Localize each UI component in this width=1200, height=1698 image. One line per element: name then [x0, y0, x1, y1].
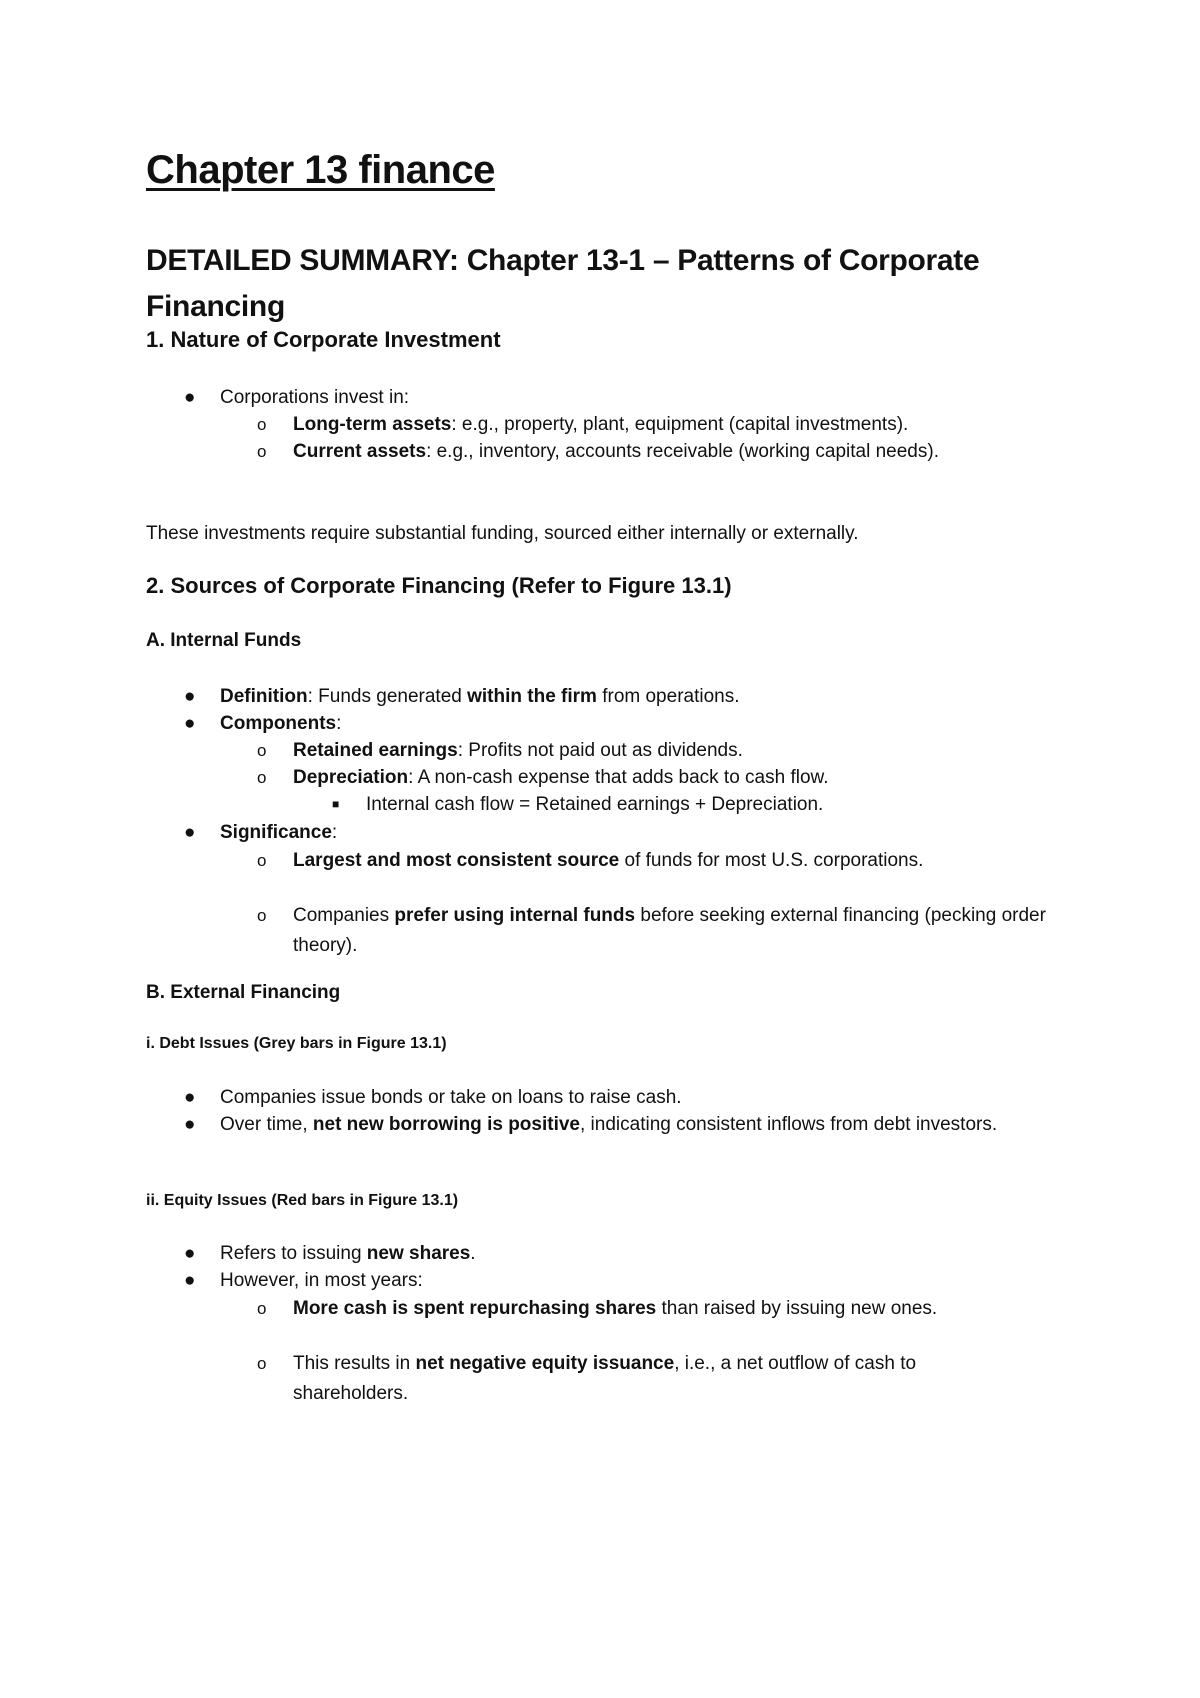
list-item-text: Companies	[293, 905, 395, 926]
list-item-text: .	[470, 1243, 476, 1264]
list-item-current-assets	[257, 437, 993, 467]
subsection-a-heading: A. Internal Funds	[146, 630, 302, 651]
list-item-text: : Profits not paid out as dividends.	[457, 740, 743, 761]
term-within-firm: within the firm	[467, 686, 597, 707]
circle-bullet-icon: o	[257, 906, 267, 925]
term-net-new-borrowing: net new borrowing is positive	[312, 1114, 580, 1135]
list-item-text: : A non-cash expense that adds back to cash flow.	[408, 767, 829, 788]
list-item-new-shares	[184, 1239, 1080, 1269]
list-item-text: Internal cash flow = Retained earnings + Depreciation.	[366, 794, 824, 815]
circle-bullet-icon: o	[257, 442, 267, 461]
term-definition: Definition	[220, 686, 308, 707]
list-item-text: :	[331, 822, 338, 843]
list-item-retained-earnings	[257, 736, 1093, 766]
circle-bullet-icon: o	[257, 415, 267, 434]
bullet-icon: ●	[184, 387, 196, 408]
list-item-text: , indicating consistent inflows from debt investors.	[580, 1114, 998, 1135]
document-title: Chapter 13 finance	[146, 148, 495, 192]
list-item-text: from operations.	[596, 686, 740, 707]
list-item-significance	[184, 818, 1080, 848]
list-item-net-negative-equity	[257, 1349, 1013, 1408]
debt-issues-heading: i. Debt Issues (Grey bars in Figure 13.1)	[146, 1035, 447, 1052]
list-item-prefer-internal	[257, 901, 1083, 960]
term-long-term-assets: Long-term assets	[293, 414, 452, 435]
circle-bullet-icon: o	[257, 741, 267, 760]
section-1-heading: 1. Nature of Corporate Investment	[146, 327, 501, 352]
term-repurchasing-shares: More cash is spent repurchasing shares	[293, 1298, 657, 1319]
circle-bullet-icon: o	[257, 768, 267, 787]
list-item-issue-bonds	[184, 1083, 1080, 1113]
list-item-text: Refers to issuing	[220, 1243, 367, 1264]
term-largest-source: Largest and most consistent source	[293, 850, 620, 871]
term-current-assets: Current assets	[293, 441, 427, 462]
list-item-text: than raised by issuing new ones.	[656, 1298, 938, 1319]
term-net-negative-equity: net negative equity issuance	[415, 1353, 675, 1374]
list-item-text: : Funds generated	[307, 686, 468, 707]
bullet-icon: ●	[184, 822, 196, 843]
list-item-text: :	[336, 713, 342, 734]
list-item-formula	[332, 790, 1086, 820]
term-prefer-internal: prefer using internal funds	[394, 905, 636, 926]
list-item-text: Corporations invest in:	[220, 387, 410, 408]
term-components: Components	[220, 713, 337, 734]
bullet-icon: ●	[184, 1243, 196, 1264]
list-item-invest-intro	[184, 383, 1080, 413]
conclusion-paragraph: These investments require substantial funding, sourced either internally or externally.	[146, 523, 859, 544]
term-retained-earnings: Retained earnings	[293, 740, 458, 761]
equity-issues-heading: ii. Equity Issues (Red bars in Figure 13.1)	[146, 1192, 459, 1209]
circle-bullet-icon: o	[257, 1354, 267, 1373]
term-significance: Significance	[220, 822, 332, 843]
list-item-text: Over time,	[220, 1114, 313, 1135]
subsection-b-heading: B. External Financing	[146, 982, 341, 1003]
list-item-text: : e.g., property, plant, equipment (capital investments).	[451, 414, 909, 435]
list-item-repurchasing	[257, 1294, 983, 1324]
list-item-however	[184, 1266, 1080, 1296]
term-depreciation: Depreciation	[293, 767, 409, 788]
list-item-text: of funds for most U.S. corporations.	[619, 850, 924, 871]
circle-bullet-icon: o	[257, 851, 267, 870]
bullet-icon: ●	[184, 1114, 196, 1135]
circle-bullet-icon: o	[257, 1299, 267, 1318]
list-item-text: This results in	[293, 1353, 416, 1374]
bullet-icon: ●	[184, 1087, 196, 1108]
square-bullet-icon: ■	[332, 797, 340, 811]
list-item-definition	[184, 682, 1080, 712]
list-item-net-borrowing	[184, 1110, 1010, 1140]
summary-title: DETAILED SUMMARY: Chapter 13-1 – Patterns of Corporate Financing	[146, 244, 980, 323]
list-item-components	[184, 709, 1080, 739]
term-new-shares: new shares	[366, 1243, 471, 1264]
list-item-text: However, in most years:	[220, 1270, 423, 1291]
bullet-icon: ●	[184, 1270, 196, 1291]
section-2-heading: 2. Sources of Corporate Financing (Refer to Figure 13.1)	[146, 573, 732, 598]
list-item-largest-source	[257, 846, 933, 876]
bullet-icon: ●	[184, 686, 196, 707]
bullet-icon: ●	[184, 713, 196, 734]
list-item-text: : e.g., inventory, accounts receivable (working capital needs).	[426, 441, 939, 462]
list-item-text: Companies issue bonds or take on loans to raise cash.	[220, 1087, 682, 1108]
list-item-long-term-assets	[257, 410, 1093, 440]
list-item-text: before seeking external financing (pecking order theory).	[293, 905, 1046, 956]
list-item-text: , i.e., a net outflow of cash to shareholders.	[293, 1353, 917, 1404]
list-item-depreciation	[257, 763, 1093, 793]
